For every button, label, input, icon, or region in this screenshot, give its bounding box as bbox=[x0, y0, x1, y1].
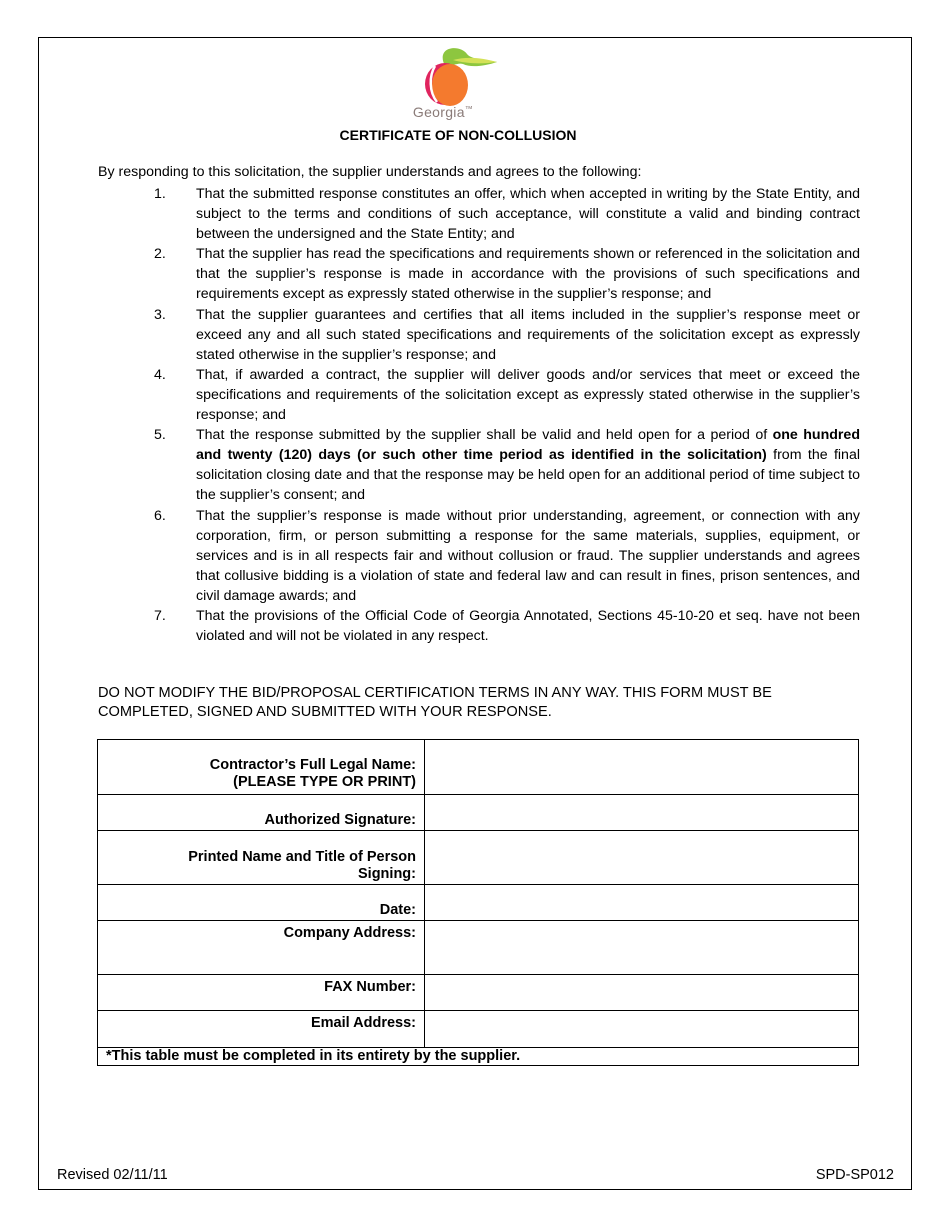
list-item bbox=[98, 606, 860, 646]
item-number: 3. bbox=[154, 306, 166, 323]
item-text: That the provisions of the Official Code of Georgia Annotated, Sections 45-10-20 et seq. have not been violated and will not be violated in any respect. bbox=[196, 607, 860, 645]
table-row bbox=[98, 740, 859, 795]
company-address-label: Company Address: bbox=[98, 921, 425, 975]
fax-field[interactable] bbox=[425, 975, 859, 1011]
table-row bbox=[98, 885, 859, 921]
item-text: That the supplier guarantees and certifies that all items included in the supplier’s response meet or exceed any and all such stated specifications and requirements of the solicitation except as expressly stated otherwise in the supplier’s response; and bbox=[196, 306, 860, 363]
item-number: 1. bbox=[154, 186, 166, 202]
list-item bbox=[98, 365, 860, 425]
item-number: 5. bbox=[154, 427, 166, 444]
item-text-bold: one hundred and twenty (120) days (or such other time period as identified in the solicitation) bbox=[196, 427, 860, 464]
signature-field[interactable] bbox=[425, 795, 859, 831]
list-item bbox=[98, 506, 860, 606]
revised-date: Revised 02/11/11 bbox=[57, 1167, 168, 1183]
table-row bbox=[98, 921, 859, 975]
georgia-logo-text: Georgia™ bbox=[412, 104, 474, 120]
legal-name-field[interactable] bbox=[425, 740, 859, 795]
date-field[interactable] bbox=[425, 885, 859, 921]
notice-text bbox=[98, 684, 858, 722]
item-text bbox=[196, 425, 860, 505]
terms-list bbox=[98, 184, 860, 646]
item-text-post: from the final solicitation closing date and that the response may be held open for an additional period of time subject to the supplier’s consent; and bbox=[196, 447, 860, 504]
item-text-pre: That the response submitted by the supplier shall be valid and held open for a period of bbox=[196, 427, 773, 444]
list-item bbox=[98, 305, 860, 365]
item-text: That the supplier’s response is made without prior understanding, agreement, or connection with any corporation, firm, or person submitting a response for the same materials, supplies, equipment, or services and is in all respects fair and without collusion or fraud. The supplier understands and agrees that collusive bidding is a violation of state and federal law and can result in fines, prison sentences, and civil damage awards; and bbox=[196, 507, 860, 604]
date-label: Date: bbox=[98, 885, 425, 921]
list-item bbox=[98, 184, 860, 244]
table-row bbox=[98, 975, 859, 1011]
item-number: 7. bbox=[154, 607, 166, 624]
item-text: That the submitted response constitutes an offer, which when accepted in writing by the State Entity, and subject to the terms and conditions of such acceptance, will constitute a valid and binding contract between the undersigned and the State Entity; and bbox=[196, 186, 860, 243]
table-note: *This table must be completed in its entirety by the supplier. bbox=[98, 1048, 859, 1066]
notice-line-2: COMPLETED, SIGNED AND SUBMITTED WITH YOUR RESPONSE. bbox=[98, 704, 552, 720]
page-title: CERTIFICATE OF NON-COLLUSION bbox=[339, 127, 577, 143]
item-text: That, if awarded a contract, the supplier will deliver goods and/or services that meet or exceed the specifications and requirements of the solicitation except as expressly stated otherwise in the supplier’s response; and bbox=[196, 366, 860, 424]
notice-line-1: DO NOT MODIFY THE BID/PROPOSAL CERTIFICATION TERMS IN ANY WAY. THIS FORM MUST BE bbox=[98, 685, 772, 701]
intro-text: By responding to this solicitation, the supplier understands and agrees to the following: bbox=[98, 164, 642, 180]
table-row bbox=[98, 1011, 859, 1048]
printed-name-field[interactable] bbox=[425, 831, 859, 885]
printed-name-label: Printed Name and Title of Person Signing: bbox=[98, 831, 425, 885]
item-text: That the supplier has read the specifications and requirements shown or referenced in the solicitation and that the supplier’s response is made in accordance with the provisions of such specifications and requirements except as expressly stated otherwise in the supplier’s response; and bbox=[196, 246, 860, 303]
item-number: 4. bbox=[154, 366, 166, 383]
form-code: SPD-SP012 bbox=[815, 1167, 894, 1183]
item-number: 2. bbox=[154, 246, 166, 263]
list-item bbox=[98, 425, 860, 505]
email-label: Email Address: bbox=[98, 1011, 425, 1048]
contractor-info-table bbox=[97, 739, 859, 1066]
signature-label: Authorized Signature: bbox=[98, 795, 425, 831]
fax-label: FAX Number: bbox=[98, 975, 425, 1011]
legal-name-label: Contractor’s Full Legal Name: (PLEASE TYPE OR PRINT) bbox=[98, 740, 425, 795]
table-row bbox=[98, 1048, 859, 1066]
table-row bbox=[98, 831, 859, 885]
item-number: 6. bbox=[154, 507, 166, 524]
table-row bbox=[98, 795, 859, 831]
email-field[interactable] bbox=[425, 1011, 859, 1048]
list-item bbox=[98, 244, 860, 304]
company-address-field[interactable] bbox=[425, 921, 859, 975]
